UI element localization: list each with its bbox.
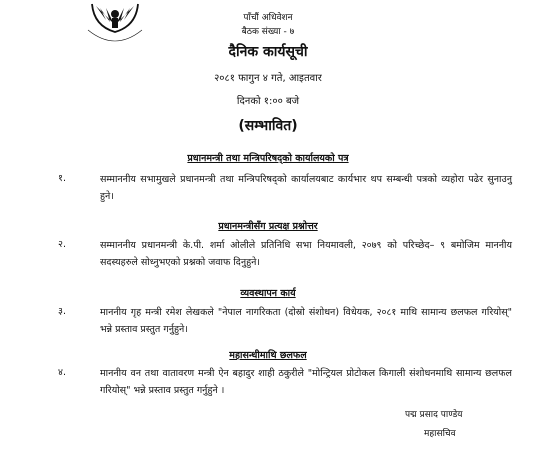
agenda-time: दिनको १:०० बजे: [236, 96, 300, 107]
section-heading-pm-office-letter: प्रधानमन्त्री तथा मन्त्रिपरिषद्को कार्यालयको पत्र: [187, 153, 349, 164]
item-text: सम्माननीय प्रधानमन्त्री के.पी. शर्मा ओलीले प्रतिनिधि सभा नियमावली, २०७९ को परिच्छेद– ९ बमोजिम माननीय सदस्यहरुले सोध्नुभएको प्रश्नको जवाफ दिनुहुने।: [100, 240, 512, 268]
document-title: दैनिक कार्यसूची: [228, 44, 308, 60]
item-number: १.: [58, 173, 66, 184]
parliament-emblem-icon: [84, 0, 146, 46]
signatory-name: पद्म प्रसाद पाण्डेय: [405, 410, 463, 420]
section-heading-legislative-business: व्यवस्थापन कार्य: [240, 288, 296, 299]
item-text: माननीय वन तथा वातावरण मन्त्री ऐन बहादुर शाही ठकुरीले "मोन्ट्रियल प्रोटोकल किगाली संशोधनमाथि सामान्य छलफल गरियोस्" भन्ने प्रस्ताव प्रस्तुत गर्नुहुने ।: [100, 368, 512, 396]
item-text: माननीय गृह मन्त्री रमेश लेखकले "नेपाल नागरिकता (दोस्रो संशोधन) विधेयक, २०८१ माथि सामान्य छलफल गरियोस्" भन्ने प्रस्ताव प्रस्तुत गर्नुहुने।: [100, 307, 512, 335]
status-label: (सम्भावित): [238, 118, 298, 134]
item-number: २.: [58, 239, 66, 250]
session-label: पाँचौं अधिवेशन: [243, 13, 293, 23]
signatory-designation: महासचिव: [424, 429, 456, 439]
item-number: ४.: [58, 367, 66, 378]
section-heading-pm-question-answer: प्रधानमन्त्रीसँग प्रत्यक्ष प्रश्नोत्तर: [218, 221, 318, 232]
meeting-number: बैठक संख्या - ७: [241, 27, 295, 37]
section-heading-convention-discussion: महासन्धीमाथि छलफल: [229, 350, 307, 361]
item-text: सम्माननीय सभामुखले प्रधानमन्त्री तथा मन्त्रिपरिषद्को कार्यालयबाट कार्यभार थप सम्बन्धी पत्रको व्यहोरा पढेर सुनाउनु हुने।: [100, 174, 512, 202]
agenda-date: २०८१ फागुन ४ गते, आइतवार: [214, 73, 322, 84]
item-number: ३.: [58, 306, 66, 317]
